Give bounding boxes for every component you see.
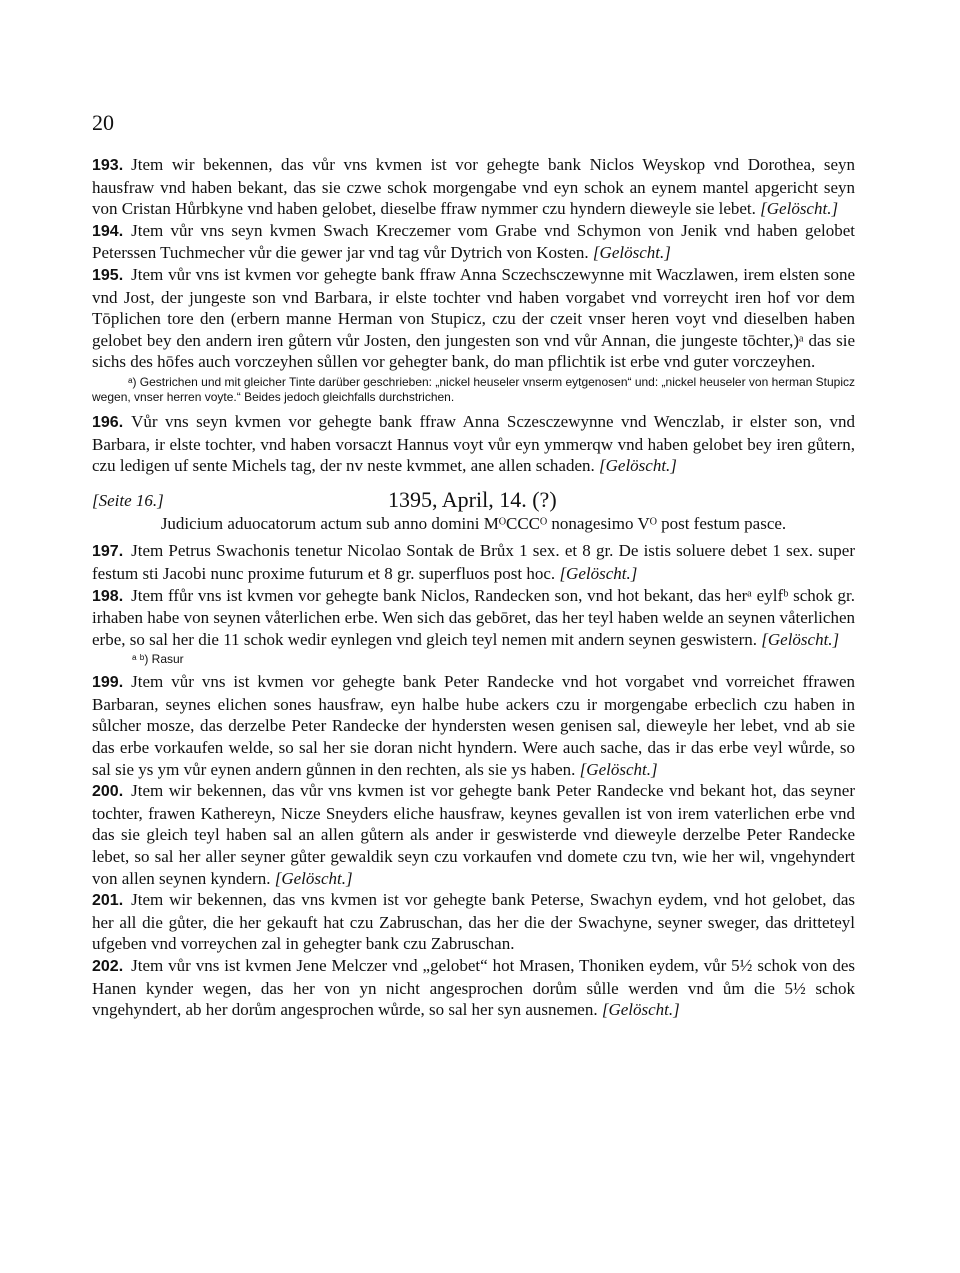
entry-number: 193. xyxy=(92,157,124,174)
deleted-note: [Gelöscht.] xyxy=(274,868,353,888)
entry-193 xyxy=(92,154,855,220)
document-page xyxy=(92,110,855,1021)
deleted-note: [Gelöscht.] xyxy=(559,563,638,583)
entry-text: Jtem Petrus Swachonis tenetur Nicolao Sontak de Brůx 1 sex. et 8 gr. De istis soluere debet 1 sex. super festum sti Jacobi nunc proxime futurum et 8 gr. superfluos post hoc. xyxy=(92,541,855,583)
entry-number: 200. xyxy=(92,783,124,801)
footnote-195 xyxy=(92,375,855,405)
deleted-note: [Gelöscht.] xyxy=(760,199,839,219)
entry-text: Jtem ffůr vns ist kvmen vor gehegte bank Niclos, Randecken son, vnd hot bekant, das herᵃ eylfᵇ schok gr. irhaben habe von seynen våterlichen erbe. Wen sich das gebōret, das her teyl haben welde an seynen våterlichen erbe, so sal her die 11 schok wedir eynlegen vnd gleich teyl nemen mit andern seynen geswistern. xyxy=(92,585,855,649)
entry-number: 201. xyxy=(92,892,124,910)
section-date: 1395, April, 14. (?) xyxy=(388,486,557,512)
entry-200 xyxy=(92,780,855,889)
deleted-note: [Gelöscht.] xyxy=(761,629,840,649)
entry-number: 195. xyxy=(92,266,124,284)
entry-text: Jtem vůr vns ist kvmen vor gehegte bank ffraw Anna Sczechsczewynne mit Waczlawen, irem elsten sone vnd Jost, der jungeste son vnd Barbara, ir elste tochter vnd haben vorgabet vnd vorreycht iren hof vor dem Tōplichen tore den (erbern manne Herman von Stupicz, czu der czeit vnser heren voyt vnd dieselben haben gelobet bey den andern iren gůtern vůr Josten, den jungesten son vnd vůr Annan, die jungeste tōchter,)ᵃ das sie sichs des hōfes auch vorczeyhen sůllen vor gehegter bank, do man pflichtik ist erbe vnd guter vorczeyhen. xyxy=(92,264,855,372)
deleted-note: [Gelöscht.] xyxy=(592,243,671,263)
entry-194 xyxy=(92,220,855,264)
entry-text: Jtem wir bekennen, das vůr vns kvmen ist vor gehegte bank Peter Randecke vnd bekant hot, das seyner tochter, frawen Kathereyn, Nicze Sneyders eliche hausfraw, keynes gevallen ist von irem vaterlichen erbe vnd das sie gleich teyl haben sal an allen gůtern als ander ir geswisterde vnd dieweyle derzelbe Peter Randecke lebet, so sal her aller seyner gůter gewaldik seyn czu vorkaufen vnd domete czu tvn, wie her wil, vngehyndert von allen seynen kyndern. xyxy=(92,781,855,888)
footnote-text: ᵃ) Gestrichen und mit gleicher Tinte darüber geschrieben: „nickel heuseler vnserm eytgenosen“ und: „nickel heuseler von herman Stupicz wegen, vnser herren voyte.“ Beides jedoch gleichfalls durchstrichen. xyxy=(92,374,855,404)
entry-198 xyxy=(92,585,855,651)
entry-number: 199. xyxy=(92,674,124,692)
page-reference: [Seite 16.] xyxy=(92,490,164,510)
section-intro: Judicium aduocatorum actum sub anno domini MᴼCCCᴼ nonagesimo Vᴼ post festum pasce. xyxy=(160,513,787,533)
deleted-note: [Gelöscht.] xyxy=(579,759,658,779)
page-number: 20 xyxy=(92,110,114,135)
entry-202 xyxy=(92,955,855,1021)
entry-number: 198. xyxy=(92,587,124,605)
entry-195 xyxy=(92,264,855,373)
deleted-note: [Gelöscht.] xyxy=(599,456,677,476)
entry-text: Jtem vůr vns ist kvmen vor gehegte bank Peter Randecke vnd hot vorgabet vnd vorreichet ffrawen Barbaran, seynes elichen sones hausfraw, eyn halbe hube ackers czu ir morgengabe erbeclich czu haben in sůlcher mosze, das derzelbe Peter Randecke der hyndersten wesen genisen sal, dieweyle her lebet, vnd ab sie das erbe vorkaufen welde, so sal her sie doran nicht hyndern. Were auch sache, das ir das erbe veyl wůrde, so sal sie ys ym vůr eynen andern gůnnen in den rechten, als sie ys haben. xyxy=(92,672,855,779)
entry-text: Jtem vůr vns seyn kvmen Swach Kreczemer vom Grabe vnd Schymon von Jenik vnd haben gelobet Peterssen Tuchmecher vůr die gewer jar vnd tag vůr Dytrich von Kosten. xyxy=(92,220,855,263)
entry-197 xyxy=(92,540,855,584)
entry-text: Vůr vns seyn kvmen vor gehegte bank ffraw Anna Sczesczewynne vnd Wenczlab, ir elster son, vnd Barbara, ir elste tochter, vnd haben vorsaczt Hannus voyt vůr eyn ymmerqw vnd haben gelobet bey iren gůtern, czu ledigen uf sente Michels tag, der nv neste kvmmet, ane allen schaden. xyxy=(92,411,855,476)
footnote-198: ᵃ ᵇ) Rasur xyxy=(132,652,184,667)
entry-number: 202. xyxy=(92,958,124,975)
deleted-note: [Gelöscht.] xyxy=(601,1000,680,1020)
entry-201 xyxy=(92,889,855,955)
entry-text: Jtem wir bekennen, das vůr vns kvmen ist vor gehegte bank Niclos Weyskop vnd Dorothea, seyn hausfraw vnd haben bekant, das sie czwe schok morgengabe vnd eyn schok an eynem mantel apgericht seyn von Cristan Hůrbkyne vnd haben gelobet, dieselbe ffraw nymmer czu hyndern dieweyle sie lebet. xyxy=(92,155,855,219)
entry-number: 196. xyxy=(92,413,124,431)
entry-text: Jtem vůr vns ist kvmen Jene Melczer vnd „gelobet“ hot Mrasen, Thoniken eydem, vůr 5½ schok von des Hanen kynder wegen, das her von yn nicht angesprochen dorům sůlle werden vnd ům die 5½ schok vngehyndert, ab her dorům angesprochen wůrde, so sal her syn ausnemen. xyxy=(92,956,855,1020)
entry-199 xyxy=(92,671,855,780)
section-heading xyxy=(92,487,855,513)
entry-text: Jtem wir bekennen, das vns kvmen ist vor gehegte bank Peterse, Swachyn eydem, vnd hot gelobet, das her all die gůter, die her gekauft hat czu Zabruschan, das her die der Swachyne, seyner sweger, das dritteteyl ufgeben vnd vorreychen zal in gehegter bank czu Zabruschan. xyxy=(92,890,855,954)
entry-196 xyxy=(92,411,855,477)
entry-number: 197. xyxy=(92,543,124,561)
entry-number: 194. xyxy=(92,222,124,240)
